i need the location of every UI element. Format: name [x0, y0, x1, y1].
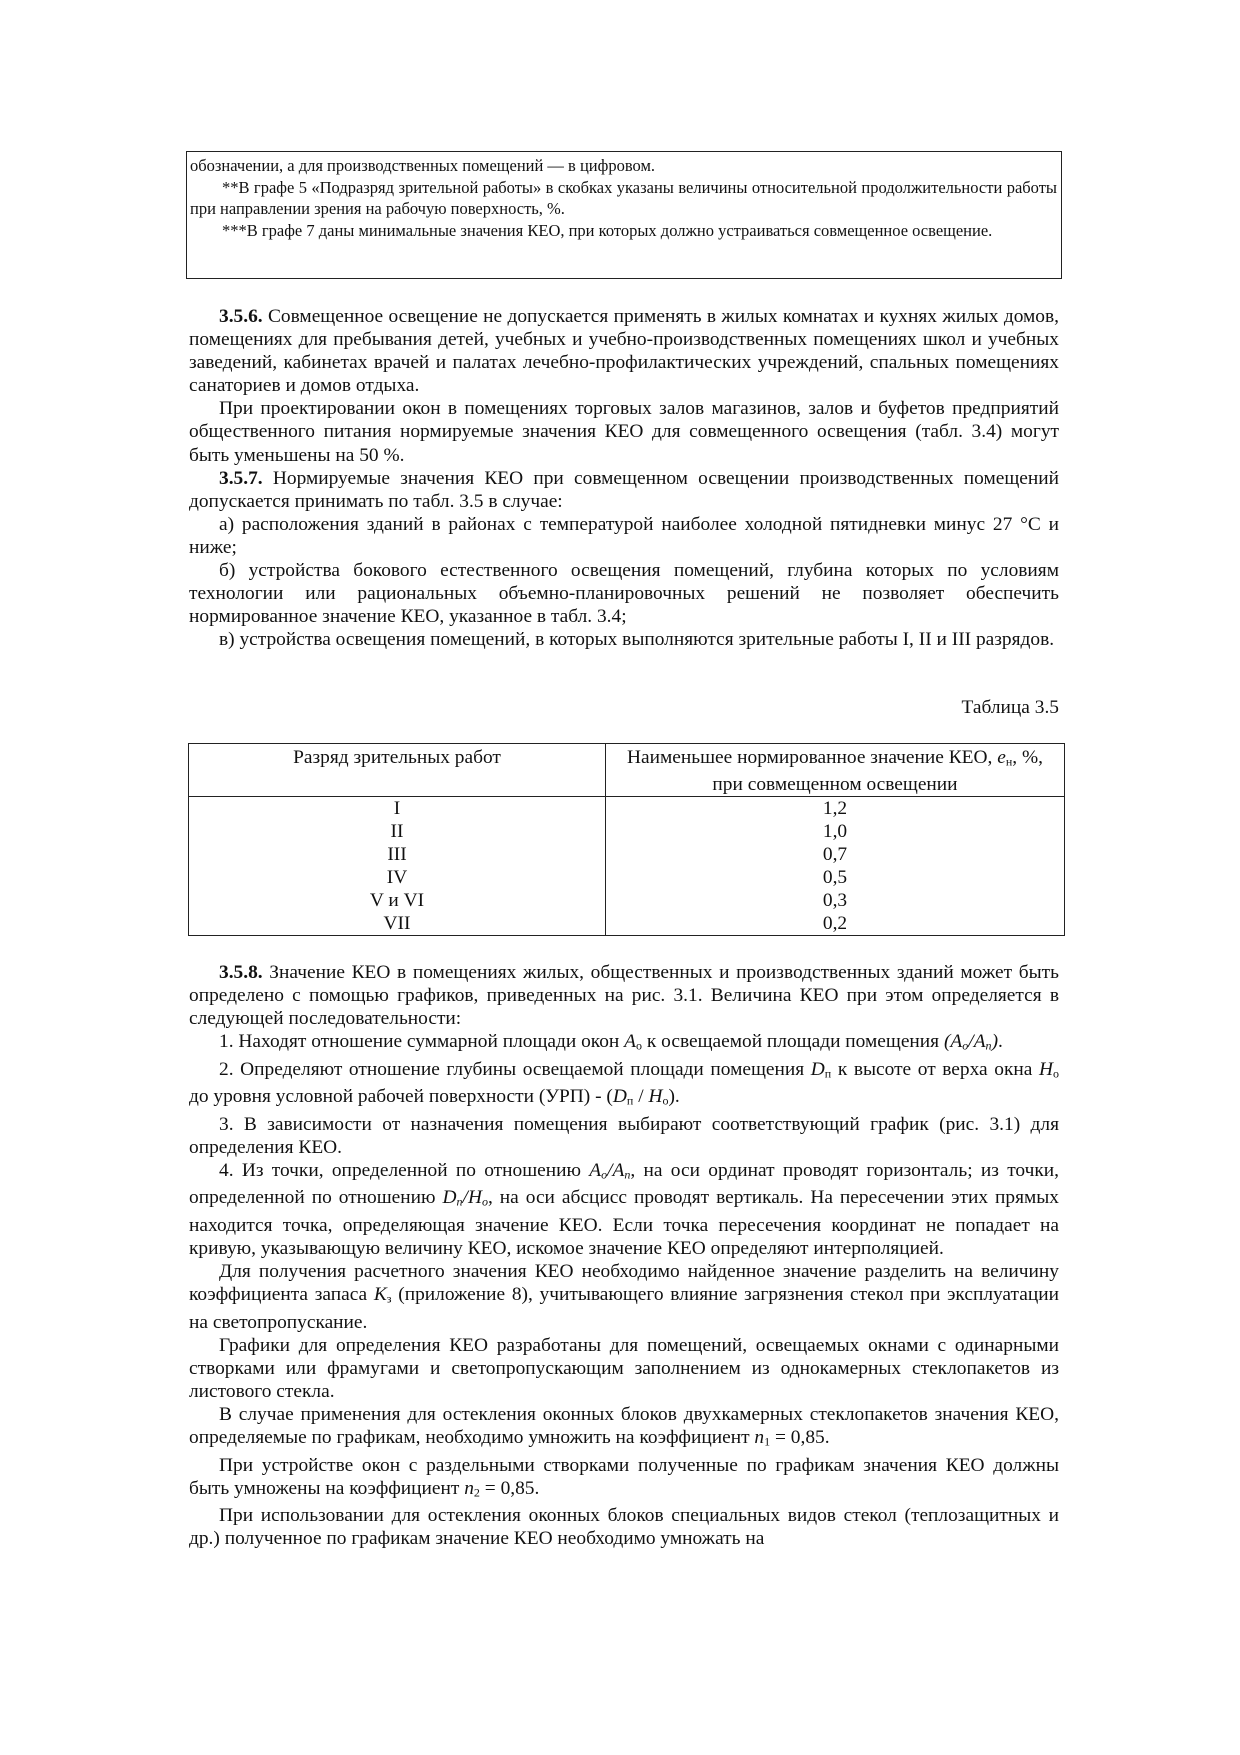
cell-keo-value: 0,7 [606, 843, 1065, 866]
header-min-keo: Наименьшее нормированное значение КЕО, $е_н$, %, при совмещенном освещении [606, 744, 1065, 797]
paragraph-3-5-7: 3.5.7. Нормируемые значения КЕО при совмещенном освещении производственных помещений допускается принимать по табл. 3.5 в случае: [189, 467, 1059, 512]
table-row [189, 843, 1065, 866]
header-visual-grade: Разряд зрительных работ [189, 744, 606, 797]
cell-keo-value: 0,3 [606, 889, 1065, 912]
cell-grade: VII [189, 912, 606, 936]
cell-keo-value: 0,2 [606, 912, 1065, 936]
paragraph-special-glass: При использовании для остекления оконных блоков специальных видов стекол (теплозащитных и др.) полученное по графикам значение КЕО необходимо умножать на [189, 1505, 1059, 1550]
table-header-row [189, 744, 1065, 797]
text-block-lower [189, 961, 1059, 1550]
paragraph-3-5-8: 3.5.8. Значение КЕО в помещениях жилых, общественных и производственных зданий может быть определено с помощью графиков, приведенных на рис. 3.1. Величина КЕО при этом определяется в следующей последовательности: [189, 962, 1059, 1030]
table-row [189, 820, 1065, 843]
table-row [189, 889, 1065, 912]
table-caption: Таблица 3.5 [961, 697, 1059, 718]
clause-number: 3.5.8. [219, 962, 263, 983]
paragraph-3-5-6: 3.5.6. Совмещенное освещение не допускается применять в жилых комнатах и кухнях жилых домов, помещениях для пребывания детей, учебных и учебно-производственных помещениях школ и учебных заведений, кабинетах врачей и палатах лечебно-профилактических учреждений, спальных помещениях санаториев и домов отдыха. [189, 306, 1059, 397]
step-4: 4. Из точки, определенной по отношению $A_о/A_п$, на оси ординат проводят горизонталь; из точки, определенной по отношению $D_п/H_о$, на оси абсцисс проводят вертикаль. На пересечении этих прямых находится точка, определяющая значение КЕО. Если точка пересечения координат не попадает на кривую, указывающую величину КЕО, искомое значение КЕО определяют интерполяцией. [189, 1159, 1060, 1259]
list-item-b: б) устройства бокового естественного освещения помещений, глубина которых по условиям технологии или рациональных объемно-планировочных решений не позволяет обеспечить нормированное значение КЕО, указанное в табл. 3.4; [189, 560, 1059, 628]
footnote-triple-star: ***В графе 7 даны минимальные значения КЕО, при которых должно устраиваться совмещенное освещение. [222, 220, 993, 240]
list-item-c: в) устройства освещения помещений, в которых выполняются зрительные работы I, II и III разрядов. [219, 629, 1055, 651]
list-item-a: а) расположения зданий в районах с температурой наиболее холодной пятидневки минус 27 °С и ниже; [189, 513, 1059, 558]
cell-grade: V и VI [189, 889, 606, 912]
step-1: 1. Находят отношение суммарной площади окон $A_о$ к освещаемой площади помещения $(A_о/A_п)$. [219, 1031, 1003, 1053]
paragraph-graphs: Графики для определения КЕО разработаны для помещений, освещаемых окнами с одинарными створками или фрамугами и светопропускающим заполнением из однокамерных стеклопакетов из листового стекла. [189, 1334, 1059, 1402]
footnote-line: обозначении, а для производственных помещений — в цифровом. [190, 156, 656, 175]
cell-grade: II [189, 820, 606, 843]
clause-number: 3.5.7. [219, 467, 263, 489]
text-block-upper [189, 305, 1059, 651]
clause-number: 3.5.6. [219, 306, 263, 327]
keo-norms-table [188, 743, 1065, 936]
paragraph-double-glazing: В случае применения для остекления оконных блоков двухкамерных стеклопакетов значения КЕО, определяемые по графикам, необходимо умножить на коэффициент $n_1 = 0,85$. [189, 1404, 1059, 1449]
table-row [189, 912, 1065, 936]
footnote-double-star: **В графе 5 «Подразряд зрительной работы» в скобках указаны величины относительной продолжительности работы при направлении зрения на рабочую поверхность, %. [190, 177, 1057, 218]
cell-keo-value: 1,0 [606, 820, 1065, 843]
cell-keo-value: 1,2 [606, 797, 1065, 821]
cell-keo-value: 0,5 [606, 866, 1065, 889]
cell-grade: I [189, 797, 606, 821]
cell-grade: IV [189, 866, 606, 889]
paragraph-separate-sashes: При устройстве окон с раздельными створками полученные по графикам значения КЕО должны быть умножены на коэффициент $n_2 = 0,85$. [189, 1454, 1059, 1500]
paragraph-shops: При проектировании окон в помещениях торговых залов магазинов, залов и буфетов предприятий общественного питания нормируемые значения КЕО для совмещенного освещения (табл. 3.4) могут быть уменьшены на 50 %. [189, 398, 1059, 466]
step-3: 3. В зависимости от назначения помещения выбирают соответствующий график (рис. 3.1) для определения КЕО. [189, 1113, 1059, 1158]
paragraph-calculation: Для получения расчетного значения КЕО необходимо найденное значение разделить на величину коэффициента запаса $K_з$ (приложение 8), учитывающего влияние загрязнения стекол при эксплуатации на светопропускание. [189, 1261, 1059, 1333]
cell-grade: III [189, 843, 606, 866]
table-footnotes-box [186, 151, 1062, 279]
table-row [189, 797, 1065, 821]
step-2: 2. Определяют отношение глубины освещаемой площади помещения $D_п$ к высоте от верха окна $H_о$ до уровня условной рабочей поверхности $(УРП) - (D_п / H_о)$. [189, 1058, 1059, 1108]
table-row [189, 866, 1065, 889]
